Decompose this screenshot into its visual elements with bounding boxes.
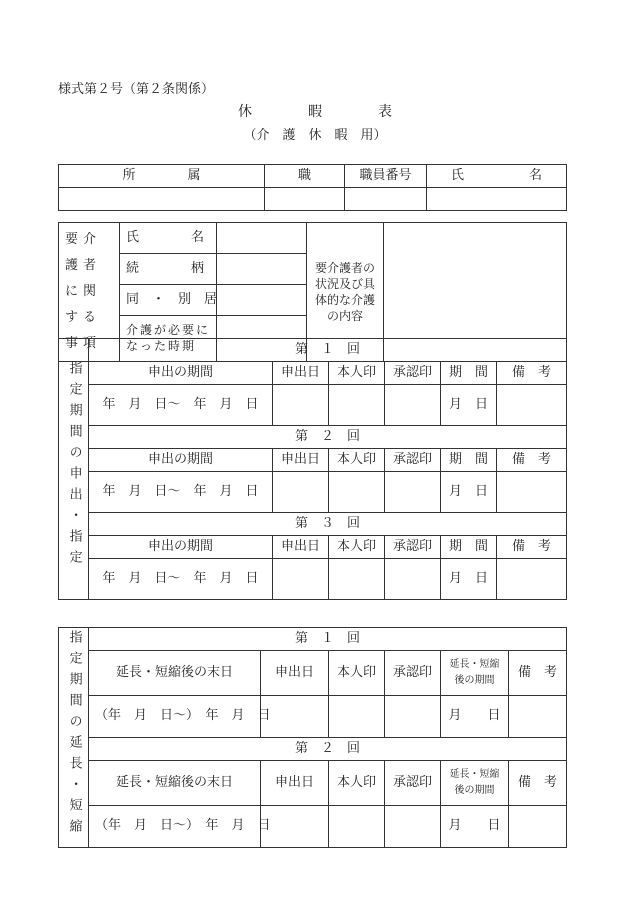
- extension-round-2-title: 第 ２ 回: [89, 738, 567, 761]
- extension-remarks-field[interactable]: [509, 806, 567, 848]
- extension-header-duration: 延長・短縮後の期間: [441, 651, 509, 696]
- designation-remarks-field[interactable]: [497, 472, 567, 513]
- designation-header-period: 申出の期間: [89, 362, 273, 385]
- header-staff-number: 職員番号: [345, 165, 427, 188]
- care-relation-field[interactable]: [217, 254, 307, 285]
- designation-period-field[interactable]: 年 月 日～ 年 月 日: [89, 559, 273, 600]
- designation-header-approval-seal: 承認印: [385, 449, 441, 472]
- designation-duration-field[interactable]: 月 日: [441, 385, 497, 426]
- extension-personal-seal-field[interactable]: [329, 696, 385, 738]
- care-row-name-label: 氏 名: [120, 223, 217, 254]
- designation-approval-seal-field[interactable]: [385, 559, 441, 600]
- extension-round-1-title: 第 １ 回: [89, 628, 567, 651]
- extension-header-approval-seal: 承認印: [385, 651, 441, 696]
- form-subtitle: （介 護 休 暇 用）: [243, 128, 387, 143]
- designation-round-2-title: 第 ２ 回: [89, 426, 567, 449]
- extension-personal-seal-field[interactable]: [329, 806, 385, 848]
- extension-header-approval-seal: 承認印: [385, 761, 441, 806]
- extension-header-duration: 延長・短縮後の期間: [441, 761, 509, 806]
- designation-remarks-field[interactable]: [497, 385, 567, 426]
- extension-duration-field[interactable]: 月 日: [441, 696, 509, 738]
- care-row-care-start-label: 介護が必要になった時期: [120, 316, 217, 362]
- name-field[interactable]: [427, 188, 567, 211]
- designation-header-request-date: 申出日: [273, 449, 329, 472]
- extension-side-text: 指定期間の延長・短縮: [66, 629, 82, 840]
- designation-approval-seal-field[interactable]: [385, 385, 441, 426]
- extension-header-end-date: 延長・短縮後の末日: [89, 651, 261, 696]
- designation-request-date-field[interactable]: [273, 472, 329, 513]
- extension-table: [58, 627, 567, 848]
- designation-header-remarks: 備 考: [497, 362, 567, 385]
- designation-header-personal-seal: 本人印: [329, 362, 385, 385]
- extension-approval-seal-field[interactable]: [385, 806, 441, 848]
- extension-period-field[interactable]: （年 月 日～） 年 月 日: [89, 806, 261, 848]
- extension-header-request-date: 申出日: [261, 761, 329, 806]
- designation-request-date-field[interactable]: [273, 385, 329, 426]
- extension-header-personal-seal: 本人印: [329, 761, 385, 806]
- designation-header-request-date: 申出日: [273, 536, 329, 559]
- extension-approval-seal-field[interactable]: [385, 696, 441, 738]
- extension-header-end-date: 延長・短縮後の末日: [89, 761, 261, 806]
- form-title: 休 暇 表: [238, 104, 392, 120]
- designation-header-personal-seal: 本人印: [329, 536, 385, 559]
- designation-header-duration: 期 間: [441, 449, 497, 472]
- designation-side-text: 指定期間の申出・指定: [66, 361, 82, 572]
- designation-header-approval-seal: 承認印: [385, 362, 441, 385]
- designation-header-request-date: 申出日: [273, 362, 329, 385]
- care-status-label: 要介護者の状況及び具体的な介護の内容: [307, 223, 384, 362]
- care-residence-field[interactable]: [217, 285, 307, 316]
- designation-personal-seal-field[interactable]: [329, 385, 385, 426]
- designation-header-period: 申出の期間: [89, 449, 273, 472]
- designation-personal-seal-field[interactable]: [329, 559, 385, 600]
- designation-round-1-title: 第 １ 回: [89, 339, 567, 362]
- designation-remarks-field[interactable]: [497, 559, 567, 600]
- extension-header-remarks: 備 考: [509, 761, 567, 806]
- designation-round-3-title: 第 ３ 回: [89, 513, 567, 536]
- designation-duration-field[interactable]: 月 日: [441, 559, 497, 600]
- staff-number-field[interactable]: [345, 188, 427, 211]
- extension-side-label: [59, 628, 89, 848]
- designation-header-duration: 期 間: [441, 362, 497, 385]
- designation-period-field[interactable]: 年 月 日～ 年 月 日: [89, 472, 273, 513]
- extension-remarks-field[interactable]: [509, 696, 567, 738]
- extension-header-personal-seal: 本人印: [329, 651, 385, 696]
- extension-period-field[interactable]: （年 月 日～） 年 月 日: [89, 696, 261, 738]
- designation-approval-seal-field[interactable]: [385, 472, 441, 513]
- designation-header-approval-seal: 承認印: [385, 536, 441, 559]
- staff-table: [58, 164, 567, 211]
- designation-table: [58, 338, 567, 600]
- designation-header-personal-seal: 本人印: [329, 449, 385, 472]
- header-position: 職: [265, 165, 345, 188]
- department-field[interactable]: [59, 188, 265, 211]
- designation-header-period: 申出の期間: [89, 536, 273, 559]
- header-name: 氏 名: [427, 165, 567, 188]
- designation-duration-field[interactable]: 月 日: [441, 472, 497, 513]
- care-row-residence-label: 同 ・ 別 居: [120, 285, 217, 316]
- designation-period-field[interactable]: 年 月 日～ 年 月 日: [89, 385, 273, 426]
- extension-header-remarks: 備 考: [509, 651, 567, 696]
- designation-header-remarks: 備 考: [497, 536, 567, 559]
- care-side-label: 要介護者に関する事項: [59, 223, 120, 362]
- form-number: 様式第２号（第２条関係）: [58, 82, 215, 97]
- designation-header-duration: 期 間: [441, 536, 497, 559]
- extension-duration-field[interactable]: 月 日: [441, 806, 509, 848]
- position-field[interactable]: [265, 188, 345, 211]
- care-row-relation-label: 続 柄: [120, 254, 217, 285]
- extension-header-request-date: 申出日: [261, 651, 329, 696]
- designation-header-remarks: 備 考: [497, 449, 567, 472]
- designation-request-date-field[interactable]: [273, 559, 329, 600]
- header-department: 所 属: [59, 165, 265, 188]
- care-name-field[interactable]: [217, 223, 307, 254]
- designation-personal-seal-field[interactable]: [329, 472, 385, 513]
- designation-side-label: [59, 339, 89, 600]
